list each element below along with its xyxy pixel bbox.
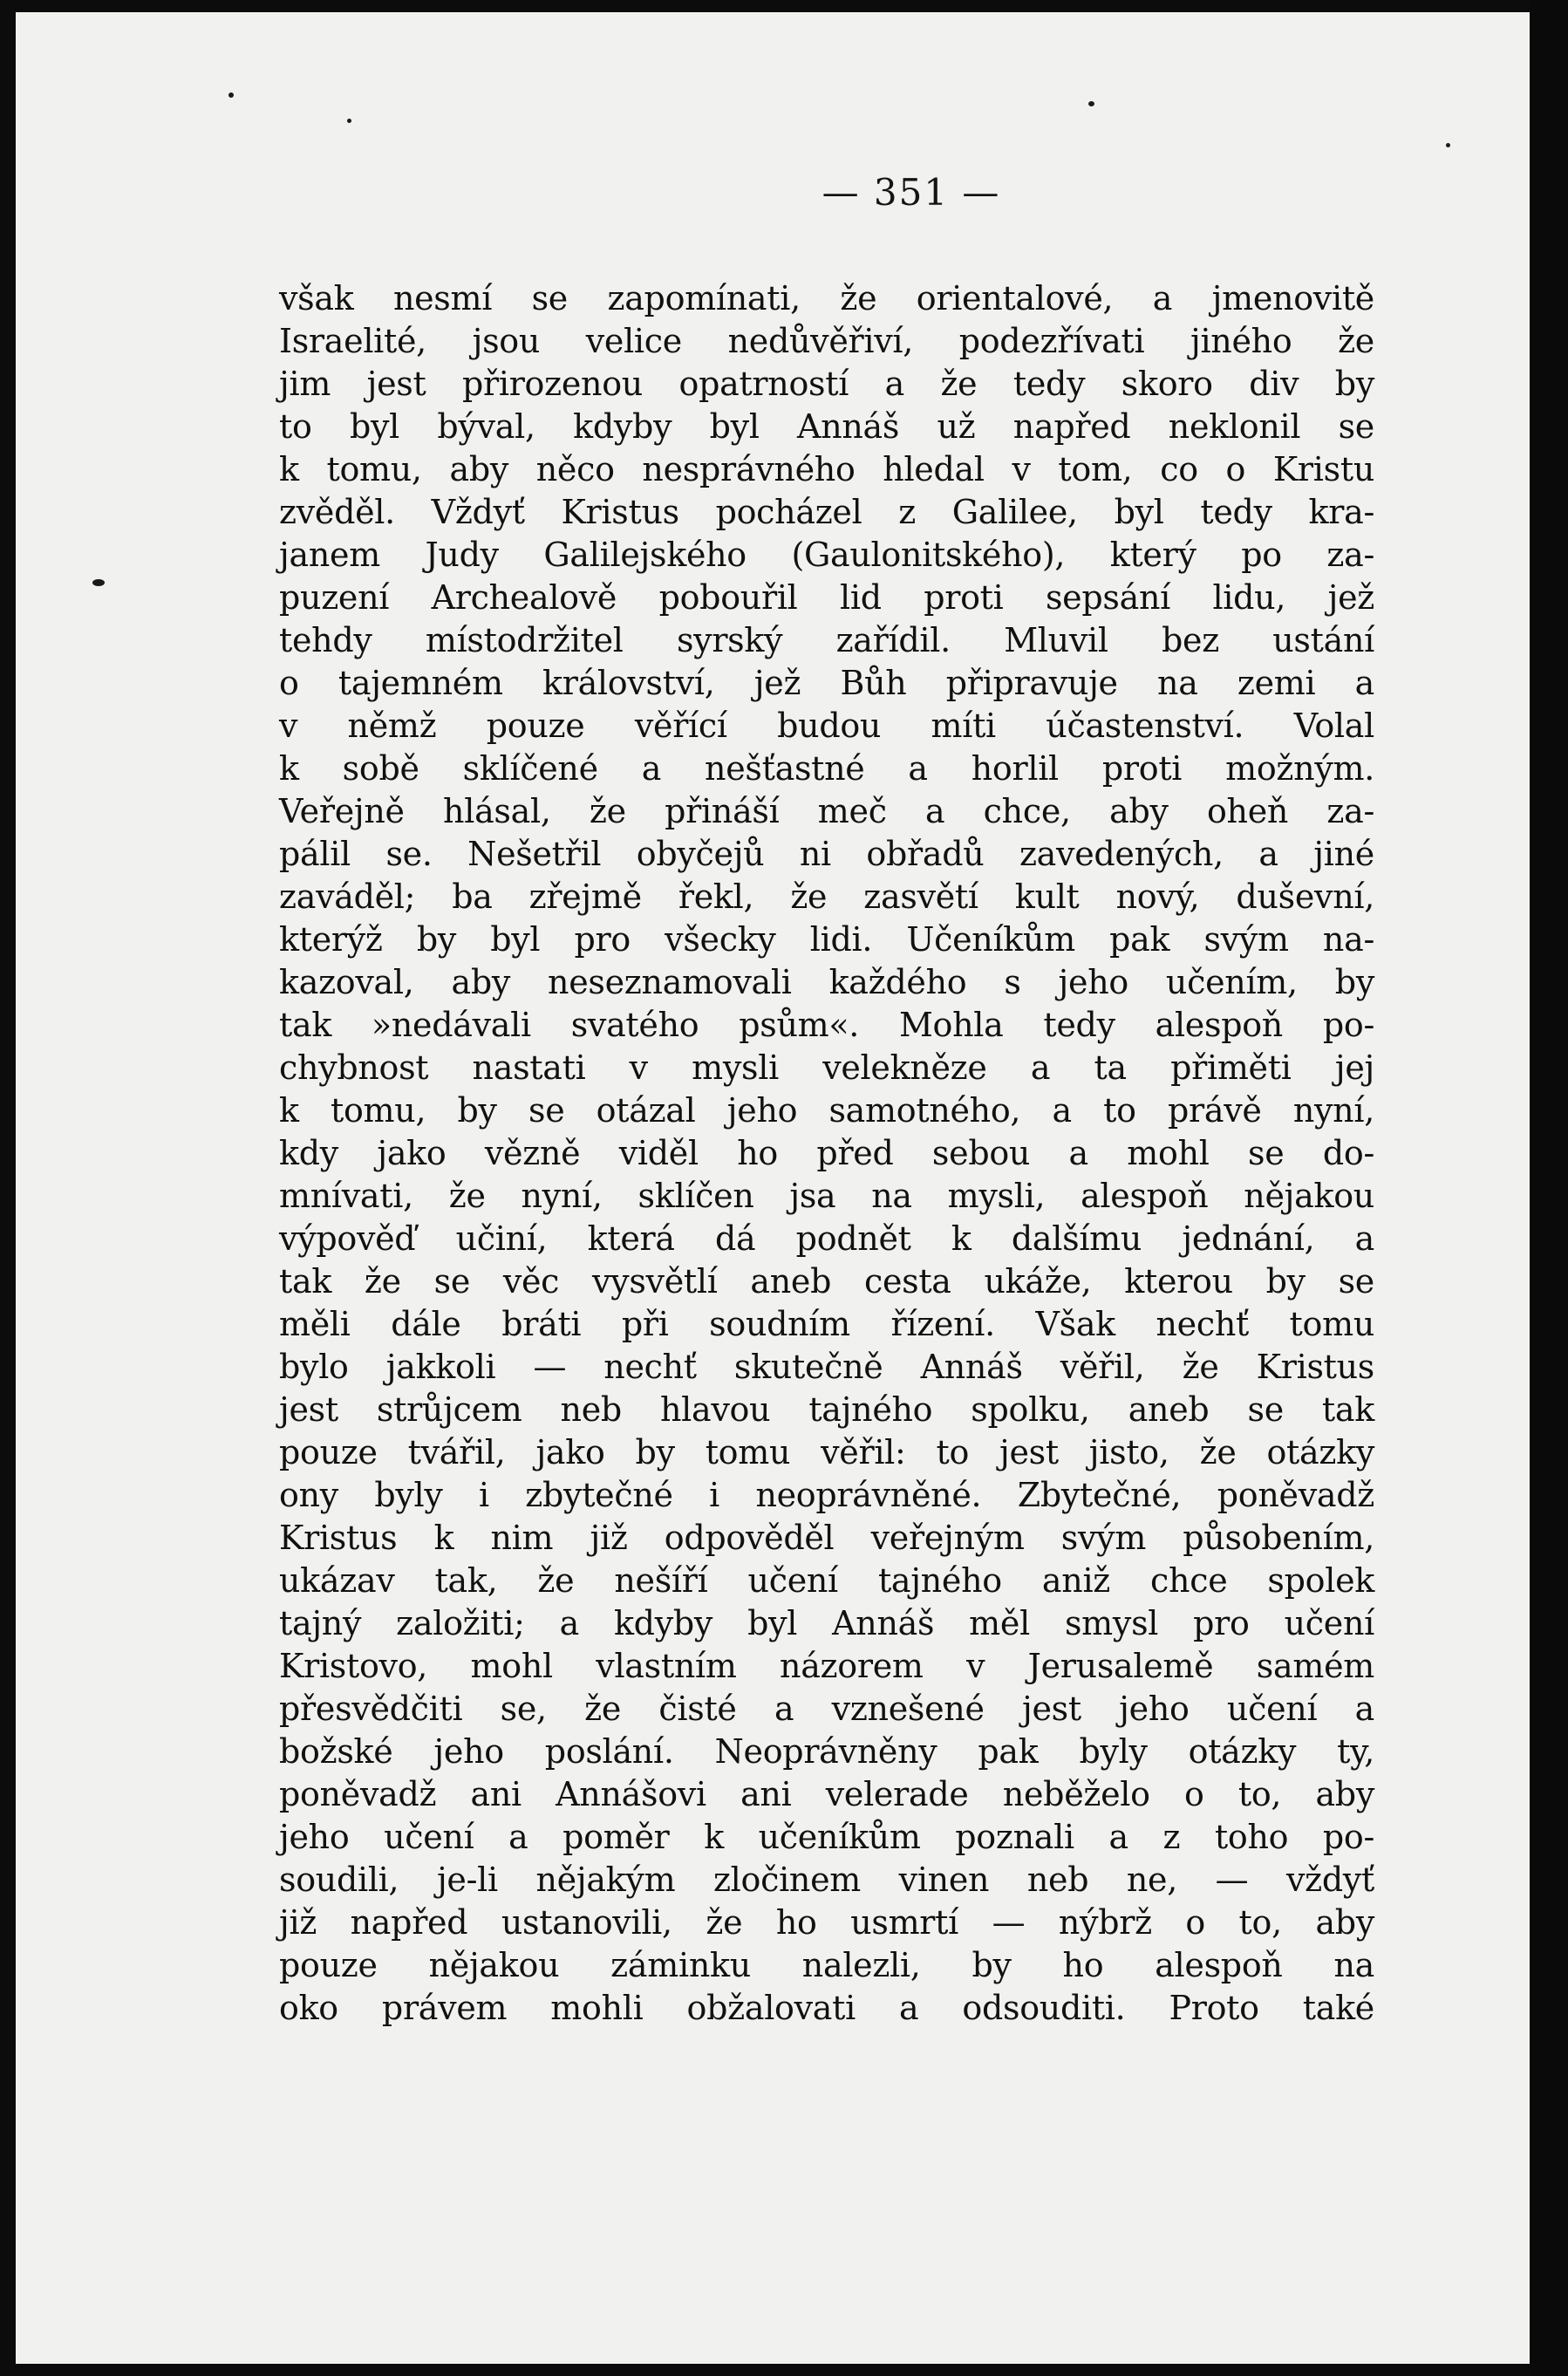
scan-border — [1530, 0, 1568, 2376]
text-line: již napřed ustanovili, že ho usmrtí — nýbrž o to, aby — [279, 1903, 1374, 1942]
text-line: bylo jakkoli — nechť skutečně Annáš věřil, že Kristus — [279, 1348, 1374, 1386]
text-line: však nesmí se zapomínati, že orientalové, a jmenovitě — [279, 279, 1374, 317]
text-line: Kristovo, mohl vlastním názorem v Jerusalemě samém — [279, 1647, 1374, 1685]
text-line: božské jeho poslání. Neoprávněny pak byly otázky ty, — [279, 1732, 1374, 1771]
text-line: jeho učení a poměr k učeníkům poznali a z toho po- — [279, 1818, 1374, 1856]
text-line: soudili, je-li nějakým zločinem vinen neb ne, — vždyť — [279, 1861, 1374, 1899]
text-line: mnívati, že nyní, sklíčen jsa na mysli, alespoň nějakou — [279, 1177, 1374, 1215]
body-paragraph — [279, 277, 1374, 2030]
text-line: janem Judy Galilejského (Gaulonitského), který po za- — [279, 536, 1374, 574]
text-line: měli dále bráti při soudním řízení. Však nechť tomu — [279, 1305, 1374, 1343]
text-line: Kristus k nim již odpověděl veřejným svým působením, — [279, 1519, 1374, 1557]
text-line: tajný založiti; a kdyby byl Annáš měl smysl pro učení — [279, 1604, 1374, 1642]
text-line: Veřejně hlásal, že přináší meč a chce, aby oheň za- — [279, 792, 1374, 830]
text-line: chybnost nastati v mysli velekněze a ta přiměti jej — [279, 1048, 1374, 1087]
text-line: výpověď učiní, která dá podnět k dalšímu jednání, a — [279, 1219, 1374, 1258]
text-line: zvěděl. Vždyť Kristus pocházel z Galilee, byl tedy kra- — [279, 493, 1374, 531]
text-line: to byl býval, kdyby byl Annáš už napřed neklonil se — [279, 407, 1374, 446]
text-line: kterýž by byl pro všecky lidi. Učeníkům pak svým na- — [279, 920, 1374, 959]
text-line: zaváděl; ba zřejmě řekl, že zasvětí kult nový, duševní, — [279, 877, 1374, 916]
text-line: ony byly i zbytečné i neoprávněné. Zbytečné, poněvadž — [279, 1476, 1374, 1514]
text-line: k tomu, by se otázal jeho samotného, a to právě nyní, — [279, 1091, 1374, 1130]
text-line: tak »nedávali svatého psům«. Mohla tedy alespoň po- — [279, 1006, 1374, 1044]
print-speck — [1446, 143, 1450, 147]
text-line: o tajemném království, jež Bůh připravuje na zemi a — [279, 664, 1374, 702]
text-line: tehdy místodržitel syrský zařídil. Mluvil bez ustání — [279, 621, 1374, 659]
print-speck — [92, 579, 105, 586]
text-line: ukázav tak, že nešíří učení tajného aniž chce spolek — [279, 1561, 1374, 1600]
text-line: puzení Archealově pobouřil lid proti sepsání lidu, jež — [279, 578, 1374, 617]
text-line: jim jest přirozenou opatrností a že tedy skoro div by — [279, 365, 1374, 403]
page-number: — 351 — — [821, 171, 1001, 214]
text-line: v němž pouze věřící budou míti účastenství. Volal — [279, 707, 1374, 745]
text-line: kazoval, aby neseznamovali každého s jeho učením, by — [279, 963, 1374, 1001]
text-line: pálil se. Nešetřil obyčejů ni obřadů zavedených, a jiné — [279, 835, 1374, 873]
text-line: pouze nějakou záminku nalezli, by ho alespoň na — [279, 1946, 1374, 1984]
text-line: k tomu, aby něco nesprávného hledal v tom, co o Kristu — [279, 450, 1374, 488]
text-line: jest strůjcem neb hlavou tajného spolku, aneb se tak — [279, 1390, 1374, 1429]
text-line: tak že se věc vysvětlí aneb cesta ukáže, kterou by se — [279, 1262, 1374, 1301]
print-speck — [228, 92, 234, 98]
text-line: Israelité, jsou velice nedůvěřiví, podezřívati jiného že — [279, 322, 1374, 360]
text-line: kdy jako vězně viděl ho před sebou a mohl se do- — [279, 1134, 1374, 1172]
text-line: přesvědčiti se, že čisté a vznešené jest jeho učení a — [279, 1690, 1374, 1728]
print-speck — [347, 119, 351, 123]
text-line: pouze tvářil, jako by tomu věřil: to jest jisto, že otázky — [279, 1433, 1374, 1471]
text-line: k sobě sklíčené a nešťastné a horlil proti možným. — [279, 749, 1374, 788]
text-line: oko právem mohli obžalovati a odsouditi. Proto také — [279, 1989, 1374, 2027]
text-line: poněvadž ani Annášovi ani velerade neběželo o to, aby — [279, 1775, 1374, 1813]
print-speck — [1088, 101, 1094, 106]
